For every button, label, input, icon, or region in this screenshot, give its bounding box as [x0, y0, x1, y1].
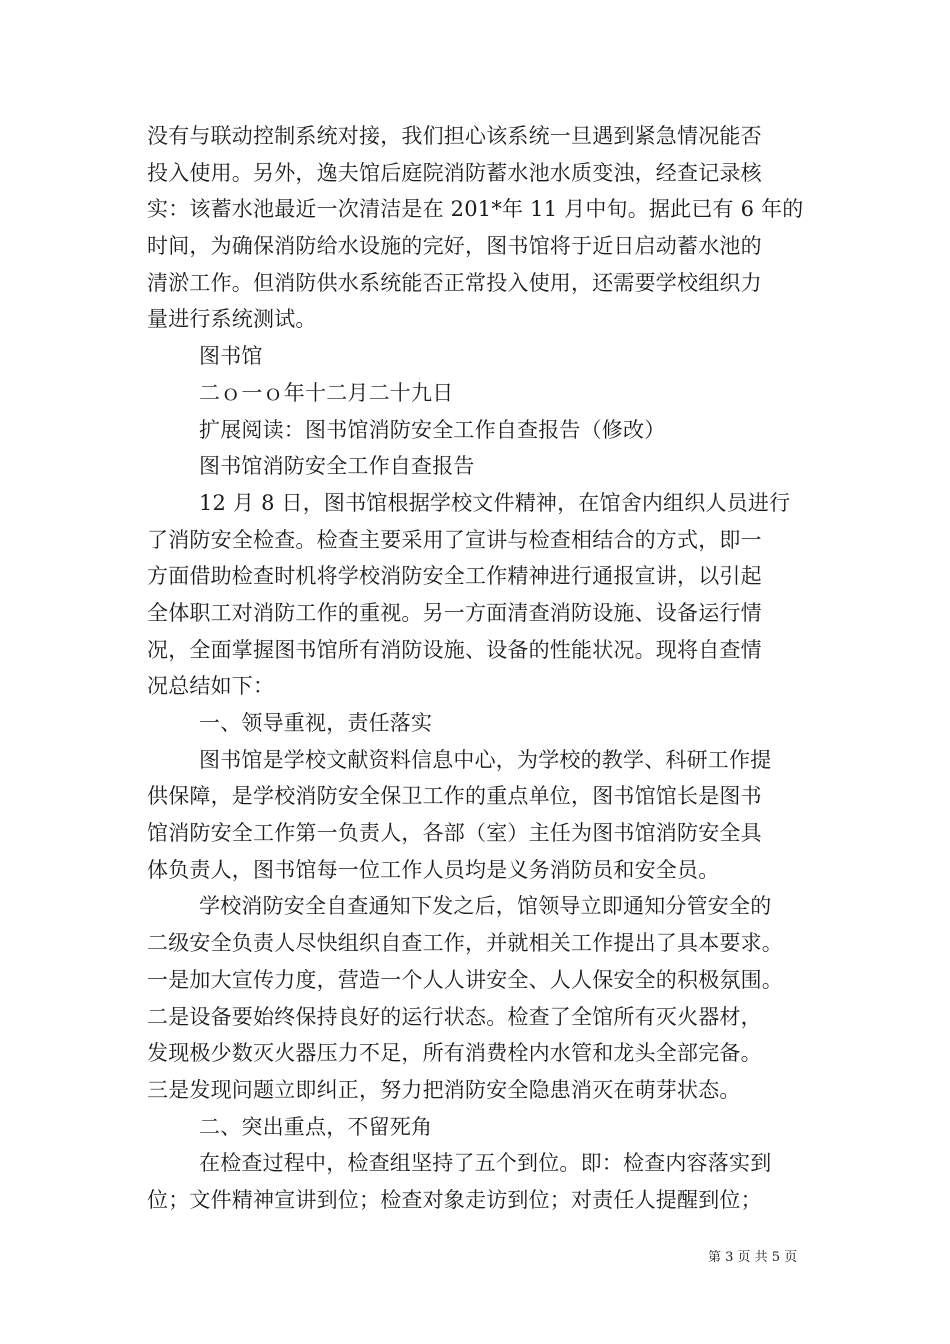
text-line: 在检查过程中，检查组坚持了五个到位。即：检查内容落实到 — [199, 1151, 772, 1176]
text-line: 图书馆 — [199, 344, 263, 369]
text-line: 扩展阅读：图书馆消防安全工作自查报告（修改） — [199, 417, 666, 442]
text-line: 图书馆消防安全工作自查报告 — [199, 454, 475, 479]
text-line: 一、领导重视，责任落实 — [199, 711, 433, 735]
text-line: 没有与联动控制系统对接，我们担心该系统一旦遇到紧急情况能否 — [147, 124, 762, 148]
text-line: 全体职工对消防工作的重视。另一方面清查消防设施、设备运行情 — [147, 600, 762, 625]
text-line: 方面借助检查时机将学校消防安全工作精神进行通报宣讲，以引起 — [147, 564, 762, 589]
text-line: 清淤工作。但消防供水系统能否正常投入使用，还需要学校组织力 — [147, 270, 762, 295]
text-line: 二ｏ一ｏ年十二月二十九日 — [199, 380, 454, 405]
text-line: 图书馆是学校文献资料信息中心，为学校的教学、科研工作提 — [199, 747, 772, 772]
text-line: 三是发现问题立即纠正，努力把消防安全隐患消灭在萌芽状态。 — [147, 1077, 741, 1102]
text-line: 体负责人，图书馆每一位工作人员均是义务消防员和安全员。 — [147, 857, 720, 882]
text-line: 了消防安全检查。检查主要采用了宣讲与检查相结合的方式，即一 — [147, 527, 762, 552]
text-line: 馆消防安全工作第一负责人，各部（室）主任为图书馆消防安全具 — [147, 821, 762, 846]
text-line: 况，全面掌握图书馆所有消防设施、设备的性能状况。现将自查情 — [147, 637, 762, 662]
text-line: 量进行系统测试。 — [147, 307, 317, 332]
text-line: 一是加大宣传力度，营造一个人人讲安全、人人保安全的积极氛围。 — [147, 967, 783, 992]
text-line: 实：该蓄水池最近一次清洁是在 201*年 11 月中旬。据此已有 6 年的 — [147, 197, 804, 222]
text-line: 二是设备要始终保持良好的运行状态。检查了全馆所有灭火器材， — [147, 1004, 762, 1029]
text-line: 投入使用。另外，逸夫馆后庭院消防蓄水池水质变浊，经查记录核 — [147, 160, 762, 185]
text-line: 学校消防安全自查通知下发之后，馆领导立即通知分管安全的 — [199, 894, 772, 919]
document-body — [147, 118, 812, 1219]
text-line: 二级安全负责人尽快组织自查工作，并就相关工作提出了具本要求。 — [147, 931, 783, 956]
text-line: 位；文件精神宣讲到位；检查对象走访到位；对责任人提醒到位； — [147, 1187, 762, 1212]
text-line: 供保障，是学校消防安全保卫工作的重点单位，图书馆馆长是图书 — [147, 784, 762, 809]
text-line: 况总结如下： — [147, 674, 275, 699]
page-number: 第 3 页 共 5 页 — [708, 1250, 798, 1265]
text-line: 二、突出重点，不留死角 — [199, 1114, 433, 1139]
text-line: 时间，为确保消防给水设施的完好，图书馆将于近日启动蓄水池的 — [147, 234, 762, 259]
text-line: 发现极少数灭火器压力不足，所有消费栓内水管和龙头全部完备。 — [147, 1041, 762, 1066]
text-line: 12 月 8 日，图书馆根据学校文件精神，在馆舍内组织人员进行 — [199, 490, 791, 515]
